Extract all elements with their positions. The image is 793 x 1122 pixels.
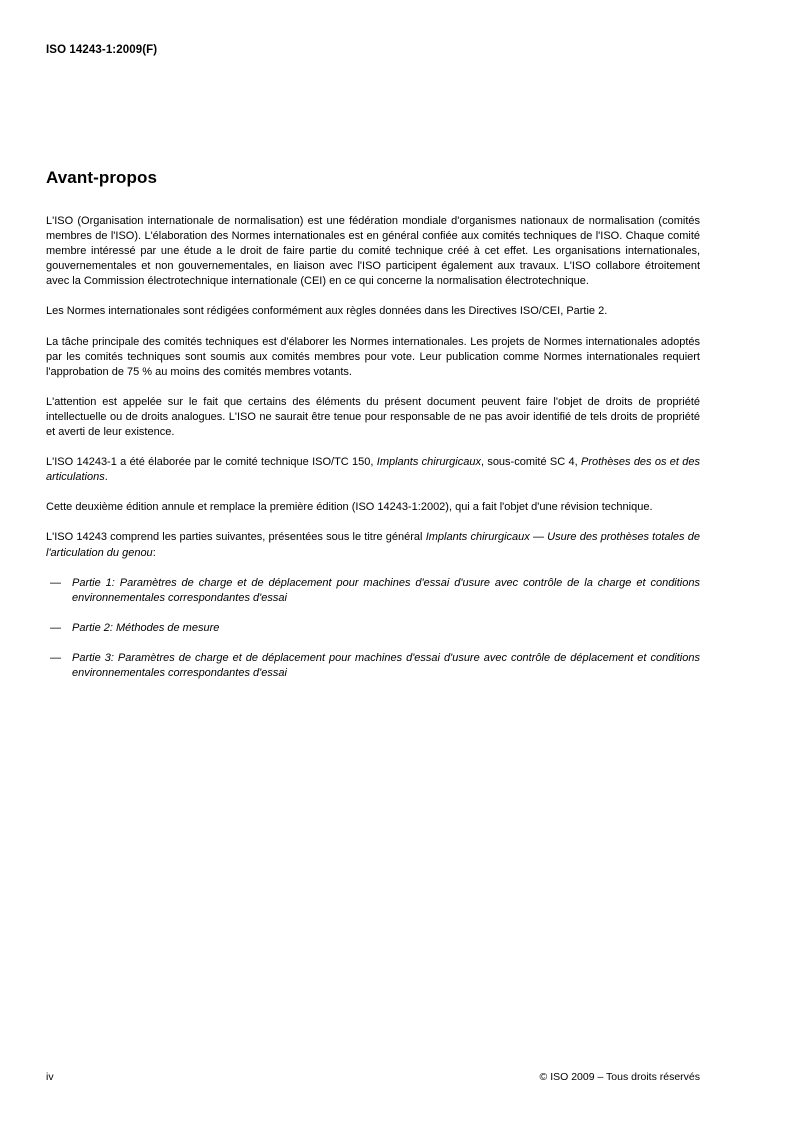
list-item xyxy=(46,621,700,636)
list-item-label: Partie 1: Paramètres de charge et de déplacement pour machines d'essai d'usure avec contrôle de la charge et conditions environnementales correspondantes d'essai xyxy=(72,576,700,604)
list-item-label: Partie 2: Méthodes de mesure xyxy=(72,621,220,634)
em-dash-bullet-icon: — xyxy=(50,651,61,664)
em-dash-bullet-icon: — xyxy=(50,621,61,634)
attribution-committee-title: Implants chirurgicaux xyxy=(376,456,481,469)
parts-intro-general-title: Implants chirurgicaux — Usure des prothèses totales de l'articulation du genou xyxy=(46,531,700,559)
running-header: ISO 14243-1:2009(F) xyxy=(46,44,158,56)
paragraph-drafting-process: La tâche principale des comités techniques est d'élaborer les Normes internationales. Les projets de Normes internationales adoptés par les comités techniques sont soumis aux comités membres pour vote. Leur publication comme Normes internationales requiert l'approbation de 75 % au moins des comités membres votants. xyxy=(46,335,700,378)
paragraph-committee-attribution xyxy=(46,455,700,485)
paragraph-patent-rights: L'attention est appelée sur le fait que certains des éléments du présent document peuvent faire l'objet de droits de propriété intellectuelle ou de droits analogues. L'ISO ne saurait être tenue pour responsable de ne pas avoir identifié de tels droits de propriété et averti de leur existence. xyxy=(46,395,700,439)
list-item xyxy=(46,576,700,606)
copyright-notice: © ISO 2009 – Tous droits réservés xyxy=(539,1071,700,1083)
page-content xyxy=(46,168,700,696)
parts-intro-lead: L'ISO 14243 comprend les parties suivantes, présentées sous le titre général xyxy=(46,531,426,544)
list-item-label: Partie 3: Paramètres de charge et de déplacement pour machines d'essai d'usure avec contrôle de déplacement et conditions environnementales correspondantes d'essai xyxy=(72,651,700,679)
section-title: Avant-propos xyxy=(46,168,158,187)
paragraph-directives: Les Normes internationales sont rédigées conformément aux règles données dans les Directives ISO/CEI, Partie 2. xyxy=(46,305,608,318)
em-dash-bullet-icon: — xyxy=(50,576,61,589)
parts-intro-end: : xyxy=(152,546,156,559)
list-item xyxy=(46,651,700,681)
attribution-text-end: . xyxy=(104,471,108,484)
attribution-text-mid: , sous-comité SC 4, xyxy=(480,456,581,469)
paragraph-edition-note: Cette deuxième édition annule et remplace la première édition (ISO 14243-1:2002), qui a fait l'objet d'une révision technique. xyxy=(46,501,653,514)
parts-list xyxy=(46,576,700,681)
paragraph-parts-intro xyxy=(46,530,700,560)
page-footer xyxy=(0,1071,793,1089)
paragraph-iso-definition: L'ISO (Organisation internationale de normalisation) est une fédération mondiale d'organismes nationaux de normalisation (comités membres de l'ISO). L'élaboration des Normes internationales est en général confiée aux comités techniques de l'ISO. Chaque comité membre intéressé par une étude a le droit de faire partie du comité technique créé à cet effet. Les organisations internationales, gouvernementales et non gouvernementales, en liaison avec l'ISO participent également aux travaux. L'ISO collabore étroitement avec la Commission électrotechnique internationale (CEI) en ce qui concerne la normalisation électrotechnique. xyxy=(46,215,700,288)
attribution-text-lead: L'ISO 14243-1 a été élaborée par le comité technique ISO/TC 150, xyxy=(46,456,377,469)
page-number: iv xyxy=(46,1071,54,1083)
attribution-subcommittee-title: Prothèses des os et des articulations xyxy=(46,456,700,484)
